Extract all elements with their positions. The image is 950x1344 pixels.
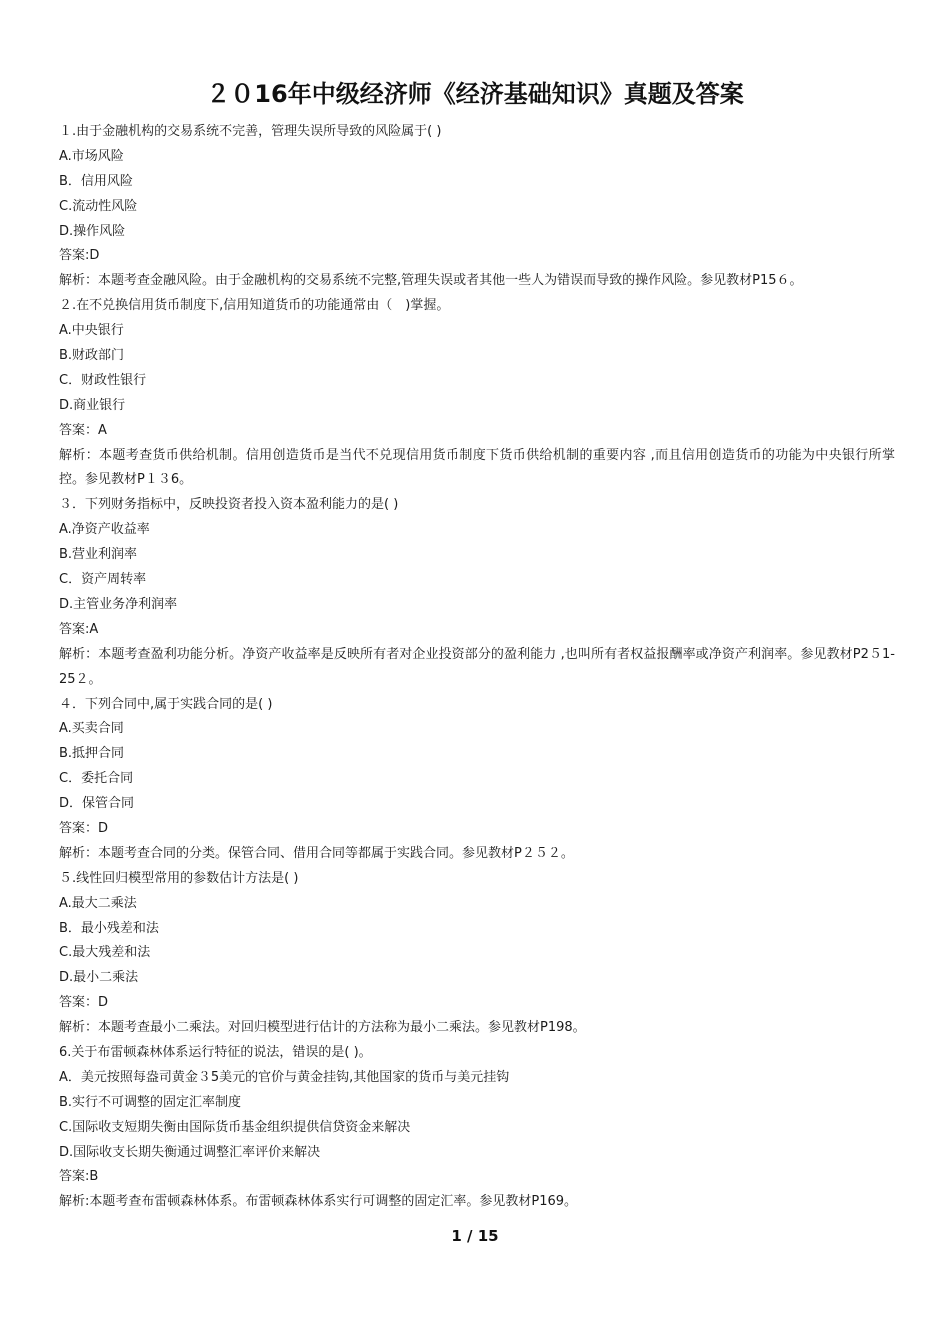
text-line: A.中央银行 — [59, 323, 124, 339]
text-line: 解析：本题考查盈利功能分析。净资产收益率是反映所有者对企业投资部分的盈利能力 ,也叫所有者权益报酬率或净资产利润率。参见教材P2５1-25２。 — [59, 646, 895, 687]
text-line: A.买卖合同 — [59, 721, 124, 737]
text-line: 解析：本题考查合同的分类。保管合同、借用合同等都属于实践合同。参见教材P２５２。 — [59, 845, 574, 861]
text-line: D．保管合同 — [59, 796, 135, 812]
text-line: B.抵押合同 — [59, 746, 125, 762]
text-line: １.由于金融机构的交易系统不完善，管理失误所导致的风险属于( ) — [59, 124, 442, 139]
text-line: ４．下列合同中,属于实践合同的是( ) — [59, 696, 273, 712]
text-line: ３．下列财务指标中，反映投资者投入资本盈利能力的是( ) — [59, 497, 399, 513]
text-line: C.最大残差和法 — [59, 945, 151, 961]
text-line: 答案:A — [59, 621, 99, 637]
text-line: B.财政部门 — [59, 348, 125, 364]
text-line: B.营业利润率 — [59, 547, 138, 563]
text-line: 6.关于布雷顿森林体系运行特征的说法，错误的是( )。 — [59, 1045, 372, 1061]
text-line: D.操作风险 — [59, 223, 126, 239]
text-line: D.主管业务净利润率 — [59, 596, 178, 612]
text-line: 答案:D — [59, 248, 100, 264]
text-line: 解析：本题考查货币供给机制。信用创造货币是当代不兑现信用货币制度下货币供给机制的重要内容 ,而且信用创造货币的功能为中央银行所掌控。参见教材P１３6。 — [59, 447, 895, 488]
text-line: D.商业银行 — [59, 397, 126, 413]
document-title: ２０16年中级经济师《经济基础知识》真题及答案 — [206, 80, 744, 108]
text-line: D.国际收支长期失衡通过调整汇率评价来解决 — [59, 1144, 321, 1160]
text-line: C．财政性银行 — [59, 372, 147, 388]
text-line: B．信用风险 — [59, 173, 133, 189]
text-line: 解析：本题考查最小二乘法。对回归模型进行估计的方法称为最小二乘法。参见教材P198。 — [59, 1020, 586, 1036]
text-line: C.国际收支短期失衡由国际货币基金组织提供信贷资金来解决 — [59, 1119, 411, 1135]
text-line: A．美元按照每盎司黄金３5美元的官价与黄金挂钩,其他国家的货币与美元挂钩 — [59, 1069, 510, 1085]
page-indicator: 1 / 15 — [451, 1227, 499, 1245]
text-line: C．资产周转率 — [59, 572, 147, 588]
text-line: 答案:B — [59, 1169, 99, 1185]
text-line: B．最小残差和法 — [59, 920, 159, 936]
text-line: 答案：D — [59, 995, 109, 1011]
text-line: 解析:本题考查布雷顿森林体系。布雷顿森林体系实行可调整的固定汇率。参见教材P169。 — [59, 1194, 578, 1210]
text-line: D.最小二乘法 — [59, 970, 139, 986]
text-line: A.净资产收益率 — [59, 522, 150, 538]
text-line: C．委托合同 — [59, 771, 134, 787]
text-line: A.市场风险 — [59, 148, 124, 164]
text-line: ５.线性回归模型常用的参数估计方法是( ) — [59, 870, 299, 886]
text-line: 答案：D — [59, 821, 109, 836]
text-line: ２.在不兑换信用货币制度下,信用知道货币的功能通常由（ )掌握。 — [59, 298, 450, 314]
text-line: B.实行不可调整的固定汇率制度 — [59, 1094, 242, 1110]
text-line: C.流动性风险 — [59, 198, 138, 214]
text-line: 答案：A — [59, 422, 107, 438]
text-line: A.最大二乘法 — [59, 895, 137, 911]
document-body — [59, 120, 895, 1215]
text-line: 解析：本题考查金融风险。由于金融机构的交易系统不完整,管理失误或者其他一些人为错误而导致的操作风险。参见教材P15６。 — [59, 273, 803, 289]
